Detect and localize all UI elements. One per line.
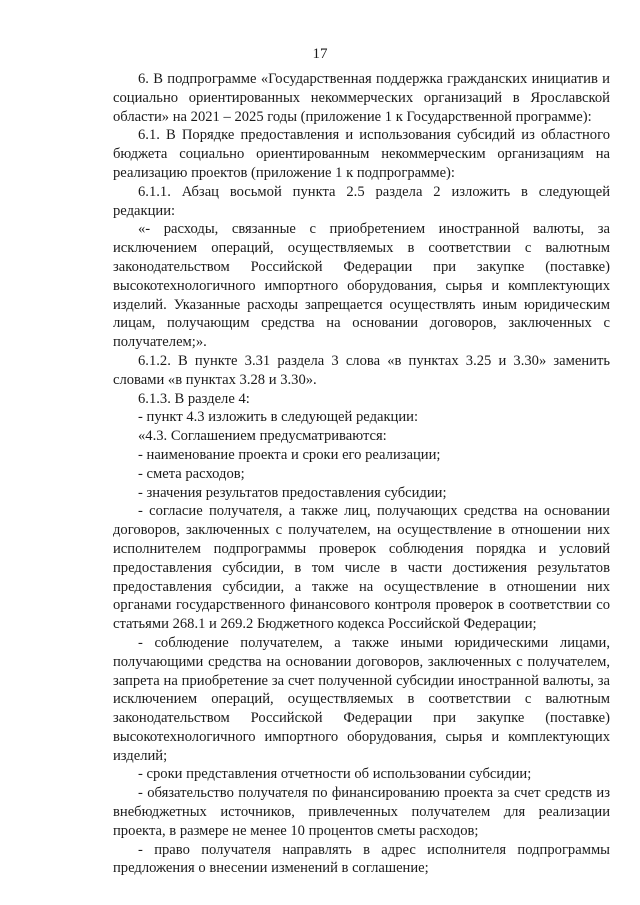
list-item-reporting: - сроки представления отчетности об использовании субсидии;: [138, 766, 532, 783]
list-item-currency-ban: - соблюдение получателем, а также иными юридическими лицами, получающими средства на основании договоров, заключенных с получателем, запрета на приобретение за счет полученной субсидии иностранной валюты, за исключением операций, осуществляемых в соответствии с валютным законодательством Российской Федерации при закупке (поставке) высокотехнологичного импортного оборудования, сырья и комплектующих изделий;: [113, 634, 610, 764]
list-item-cost-estimate: - смета расходов;: [138, 465, 245, 482]
list-item-project-name: - наименование проекта и сроки его реализации;: [138, 446, 441, 463]
paragraph-item-6-1-3: 6.1.3. В разделе 4:: [138, 390, 250, 407]
paragraph-item-6-1-2: 6.1.2. В пункте 3.31 раздела 3 слова «в пунктах 3.25 и 3.30» заменить словами «в пунктах 3.28 и 3.30».: [113, 352, 610, 388]
paragraph-point-4-3-intro: - пункт 4.3 изложить в следующей редакции:: [138, 409, 419, 426]
list-item-consent: - согласие получателя, а также лиц, получающих средства на основании договоров, заключенных с получателем, на осуществление в отношении них исполнителем подпрограммы проверок соблюдения порядка и условий предоставления субсидии, в том числе в части достижения результатов предоставления субсидии, а также на осуществление в отношении них органами государственного финансового контроля проверок в соответствии со статьями 268.1 и 269.2 Бюджетного кодекса Российской Федерации;: [113, 503, 610, 633]
list-item-amendments: - право получателя направлять в адрес исполнителя подпрограммы предложения о внесении изменений в соглашение;: [113, 841, 610, 877]
list-item-results: - значения результатов предоставления субсидии;: [138, 484, 447, 501]
page-number: 17: [312, 46, 328, 62]
paragraph-subprogram-6: 6. В подпрограмме «Государственная поддержка гражданских инициатив и социально ориентированных некоммерческих организаций в Ярославской области» на 2021 – 2025 годы (приложение 1 к Государственной программе):: [113, 71, 610, 125]
paragraph-agreement-provides: «4.3. Соглашением предусматриваются:: [138, 428, 387, 445]
paragraph-quoted-expenses: «- расходы, связанные с приобретением иностранной валюты, за исключением операций, осуществляемых в соответствии с валютным законодательством Российской Федерации при закупке (поставке) высокотехнологичного импортного оборудования, сырья и комплектующих изделий. Указанные расходы запрещается осуществлять иным юридическим лицам, получающим средства на основании договоров, заключенных с получателем;».: [113, 221, 610, 351]
paragraph-order-6-1: 6.1. В Порядке предоставления и использования субсидий из областного бюджета социально ориентированным некоммерческим организациям на реализацию проектов (приложение 1 к подпрограмме):: [113, 127, 610, 181]
paragraph-item-6-1-1: 6.1.1. Абзац восьмой пункта 2.5 раздела 2 изложить в следующей редакции:: [113, 183, 610, 219]
list-item-cofinancing: - обязательство получателя по финансированию проекта за счет средств из внебюджетных источников, привлеченных получателем для реализации проекта, в размере не менее 10 процентов сметы расходов;: [113, 785, 610, 839]
document-body: [113, 70, 610, 878]
